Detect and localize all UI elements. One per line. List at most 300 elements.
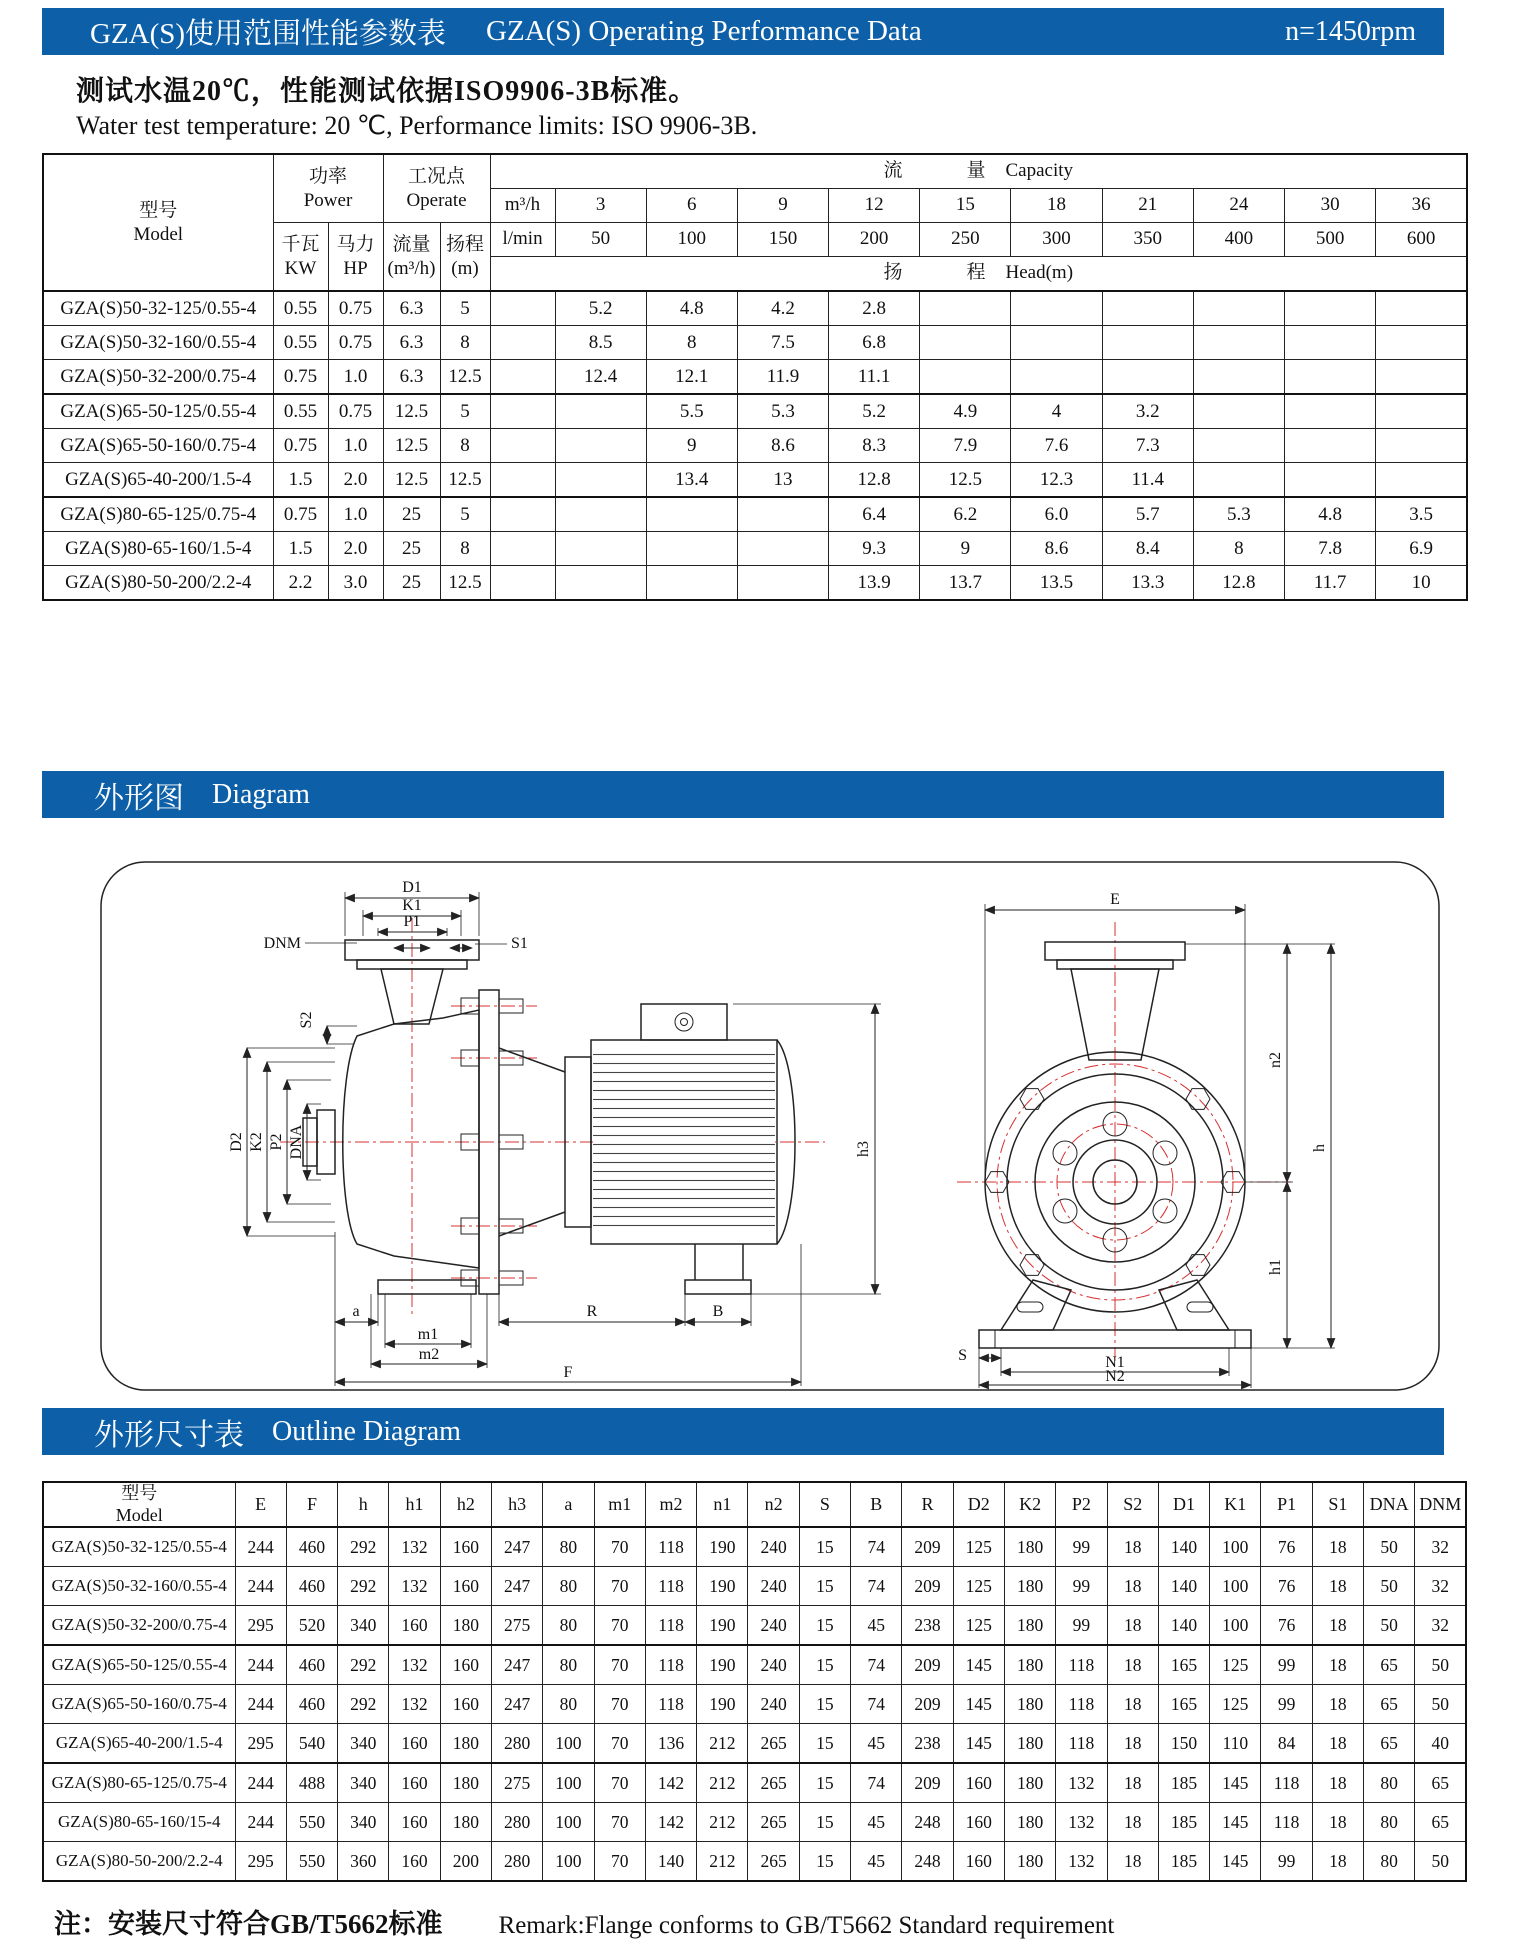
value-cell: 32	[1415, 1567, 1466, 1606]
col-header-power-en: Power	[303, 189, 353, 211]
value-cell: 132	[389, 1527, 440, 1567]
table-row	[43, 1685, 1466, 1724]
dim-label-m1: m1	[417, 1326, 439, 1343]
head-meter-cell	[490, 257, 1467, 292]
table-row	[43, 360, 1467, 395]
value-cell: 80	[1364, 1842, 1415, 1882]
value-cell: 118	[645, 1606, 696, 1646]
value-cell: 488	[286, 1763, 337, 1803]
value-cell: 76	[1261, 1606, 1312, 1646]
value-cell: 540	[286, 1724, 337, 1764]
value-cell	[1193, 360, 1284, 395]
value-cell: 180	[440, 1606, 491, 1646]
value-cell: 265	[748, 1842, 799, 1882]
value-cell: 5	[440, 291, 490, 326]
value-cell: 125	[953, 1606, 1004, 1646]
value-cell: 6.3	[383, 326, 440, 360]
value-cell: 80	[543, 1685, 594, 1724]
value-cell: 6.9	[1376, 532, 1467, 566]
value-cell	[1011, 360, 1102, 395]
outline-col-header: DNM	[1415, 1482, 1466, 1527]
page-title-zh: GZA(S)使用范围性能参数表	[90, 18, 447, 50]
value-cell: 180	[1004, 1645, 1055, 1685]
subtitle-en: Water test temperature: 20 ℃, Performance limits: ISO 9906-3B.	[76, 111, 758, 140]
capacity-zh2: 量	[966, 160, 986, 182]
value-cell: 13.3	[1102, 566, 1193, 601]
value-cell: 50	[1415, 1842, 1466, 1882]
outline-col-header: DNA	[1364, 1482, 1415, 1527]
dim-label-s: S	[958, 1347, 967, 1364]
hp-en: HP	[343, 257, 368, 279]
value-cell: 132	[1056, 1803, 1107, 1842]
value-cell: 7.9	[920, 429, 1011, 463]
dim-label-p2: P2	[268, 1133, 285, 1151]
value-cell: 125	[953, 1527, 1004, 1567]
value-cell: 18	[1312, 1763, 1363, 1803]
value-cell	[1376, 429, 1467, 463]
value-cell: 110	[1210, 1724, 1261, 1764]
value-cell: 70	[594, 1724, 645, 1764]
outline-col-header: P1	[1261, 1482, 1312, 1527]
value-cell: 15	[799, 1645, 850, 1685]
value-cell: 8.6	[737, 429, 828, 463]
value-cell: 18	[1312, 1803, 1363, 1842]
value-cell	[1285, 463, 1376, 498]
table-row	[43, 1527, 1466, 1567]
outline-col-header: n1	[697, 1482, 748, 1527]
value-cell: 247	[491, 1685, 542, 1724]
value-cell: 118	[645, 1527, 696, 1567]
value-cell: 140	[1158, 1567, 1209, 1606]
value-cell: 190	[697, 1645, 748, 1685]
diagram-section-title-en: Diagram	[212, 778, 310, 810]
value-cell: 209	[902, 1527, 953, 1567]
capacity-m3h-cell: 30	[1285, 189, 1376, 223]
value-cell: 118	[645, 1645, 696, 1685]
value-cell: 70	[594, 1527, 645, 1567]
value-cell: 10	[1376, 566, 1467, 601]
value-cell: 132	[389, 1645, 440, 1685]
model-cell: GZA(S)65-50-160/0.75-4	[43, 429, 273, 463]
value-cell: 8	[440, 326, 490, 360]
outline-col-header: K2	[1004, 1482, 1055, 1527]
value-cell	[490, 429, 555, 463]
value-cell: 18	[1312, 1645, 1363, 1685]
table-row	[43, 326, 1467, 360]
value-cell: 280	[491, 1803, 542, 1842]
table-row	[43, 1803, 1466, 1842]
value-cell	[1193, 429, 1284, 463]
pump-outline-drawing	[94, 852, 1446, 1402]
value-cell: 240	[748, 1606, 799, 1646]
value-cell	[1376, 360, 1467, 395]
value-cell: 6.4	[829, 497, 920, 532]
model-cell: GZA(S)50-32-160/0.55-4	[43, 1567, 235, 1606]
model-cell: GZA(S)65-40-200/1.5-4	[43, 1724, 235, 1764]
outline-header-row	[43, 1482, 1466, 1527]
value-cell	[1285, 291, 1376, 326]
value-cell: 5.5	[646, 394, 737, 429]
table-row	[43, 429, 1467, 463]
value-cell: 80	[1364, 1763, 1415, 1803]
value-cell: 18	[1312, 1685, 1363, 1724]
value-cell: 100	[1210, 1606, 1261, 1646]
value-cell: 80	[1364, 1803, 1415, 1842]
model-cell: GZA(S)50-32-200/0.75-4	[43, 360, 273, 395]
value-cell: 65	[1364, 1724, 1415, 1764]
value-cell: 12.5	[440, 566, 490, 601]
outline-col-header: h2	[440, 1482, 491, 1527]
value-cell: 244	[235, 1645, 286, 1685]
value-cell: 280	[491, 1842, 542, 1882]
outline-section-bar	[42, 1408, 1444, 1455]
value-cell: 25	[383, 566, 440, 601]
value-cell	[1011, 326, 1102, 360]
value-cell: 6.2	[920, 497, 1011, 532]
value-cell: 4	[1011, 394, 1102, 429]
value-cell: 190	[697, 1567, 748, 1606]
value-cell: 460	[286, 1567, 337, 1606]
dim-label-b: B	[712, 1303, 724, 1320]
value-cell: 5.2	[829, 394, 920, 429]
outline-col-header: P2	[1056, 1482, 1107, 1527]
col-header-kw	[273, 223, 328, 292]
footer-note	[54, 1902, 1486, 1941]
value-cell	[1193, 291, 1284, 326]
model-cell: GZA(S)80-65-125/0.75-4	[43, 1763, 235, 1803]
hp-zh: 马力	[336, 233, 375, 255]
outline-col-header: D1	[1158, 1482, 1209, 1527]
kw-zh: 千瓦	[281, 233, 320, 255]
value-cell: 18	[1312, 1567, 1363, 1606]
model-cell: GZA(S)65-50-160/0.75-4	[43, 1685, 235, 1724]
value-cell: 244	[235, 1803, 286, 1842]
value-cell	[1193, 394, 1284, 429]
value-cell: 50	[1364, 1527, 1415, 1567]
value-cell: 140	[1158, 1527, 1209, 1567]
value-cell: 12.8	[1193, 566, 1284, 601]
value-cell	[490, 532, 555, 566]
value-cell: 145	[953, 1645, 1004, 1685]
footer-note-zh: 注：安装尺寸符合GB/T5662标准	[54, 1909, 443, 1940]
value-cell: 190	[697, 1606, 748, 1646]
dim-label-h3: h3	[855, 1141, 872, 1157]
value-cell	[1285, 429, 1376, 463]
dim-label-a: a	[352, 1303, 360, 1320]
model-cell: GZA(S)65-40-200/1.5-4	[43, 463, 273, 498]
headrow-en: Head(m)	[1005, 262, 1074, 284]
value-cell: 460	[286, 1685, 337, 1724]
value-cell: 50	[1364, 1567, 1415, 1606]
value-cell: 0.75	[273, 429, 328, 463]
value-cell: 9	[920, 532, 1011, 566]
value-cell: 265	[748, 1803, 799, 1842]
value-cell: 4.8	[646, 291, 737, 326]
dim-label-n2-side: n2	[1267, 1052, 1284, 1068]
value-cell: 209	[902, 1685, 953, 1724]
col-header-head	[440, 223, 490, 292]
value-cell: 84	[1261, 1724, 1312, 1764]
value-cell: 190	[697, 1527, 748, 1567]
capacity-m3h-cell: 9	[737, 189, 828, 223]
value-cell: 244	[235, 1685, 286, 1724]
value-cell	[490, 463, 555, 498]
value-cell: 520	[286, 1606, 337, 1646]
value-cell: 8	[1193, 532, 1284, 566]
value-cell: 160	[440, 1645, 491, 1685]
value-cell	[737, 566, 828, 601]
value-cell: 180	[440, 1724, 491, 1764]
col-header-model	[43, 154, 273, 291]
table-row	[43, 291, 1467, 326]
value-cell: 65	[1364, 1685, 1415, 1724]
value-cell: 160	[389, 1763, 440, 1803]
value-cell: 13.7	[920, 566, 1011, 601]
value-cell: 74	[851, 1645, 902, 1685]
value-cell	[1102, 291, 1193, 326]
value-cell: 70	[594, 1606, 645, 1646]
value-cell	[1376, 463, 1467, 498]
table-row	[43, 1724, 1466, 1764]
value-cell: 180	[1004, 1724, 1055, 1764]
value-cell: 70	[594, 1685, 645, 1724]
value-cell: 50	[1415, 1685, 1466, 1724]
value-cell: 80	[543, 1527, 594, 1567]
value-cell: 247	[491, 1567, 542, 1606]
value-cell: 15	[799, 1803, 850, 1842]
col-header-capacity	[490, 154, 1467, 189]
value-cell: 160	[389, 1842, 440, 1882]
dim-label-d2: D2	[228, 1132, 245, 1152]
value-cell: 160	[389, 1803, 440, 1842]
outline-col-header: R	[902, 1482, 953, 1527]
value-cell: 0.55	[273, 326, 328, 360]
value-cell: 8.6	[1011, 532, 1102, 566]
diagram-section-title-zh: 外形图	[94, 781, 184, 815]
value-cell: 5	[440, 394, 490, 429]
value-cell	[1285, 360, 1376, 395]
value-cell	[555, 463, 646, 498]
value-cell: 118	[1056, 1724, 1107, 1764]
table-row	[43, 566, 1467, 601]
dim-label-k2: K2	[248, 1132, 265, 1152]
value-cell: 0.55	[273, 291, 328, 326]
value-cell: 550	[286, 1842, 337, 1882]
value-cell: 99	[1056, 1606, 1107, 1646]
table-row	[43, 394, 1467, 429]
col-header-operate	[383, 154, 490, 223]
value-cell: 5.3	[737, 394, 828, 429]
dim-label-d1: D1	[402, 879, 422, 896]
value-cell	[1102, 360, 1193, 395]
value-cell: 4.8	[1285, 497, 1376, 532]
dim-label-r: R	[586, 1303, 598, 1320]
value-cell: 100	[543, 1763, 594, 1803]
value-cell: 165	[1158, 1645, 1209, 1685]
model-cell: GZA(S)80-65-160/15-4	[43, 1803, 235, 1842]
value-cell	[1285, 394, 1376, 429]
model-cell: GZA(S)80-50-200/2.2-4	[43, 1842, 235, 1882]
value-cell	[490, 326, 555, 360]
value-cell: 185	[1158, 1763, 1209, 1803]
value-cell: 3.5	[1376, 497, 1467, 532]
value-cell: 32	[1415, 1606, 1466, 1646]
value-cell: 265	[748, 1763, 799, 1803]
value-cell: 160	[440, 1567, 491, 1606]
value-cell: 18	[1312, 1527, 1363, 1567]
value-cell: 0.75	[273, 360, 328, 395]
value-cell: 5.3	[1193, 497, 1284, 532]
value-cell	[555, 429, 646, 463]
value-cell: 1.5	[273, 463, 328, 498]
value-cell	[1193, 463, 1284, 498]
value-cell: 1.0	[328, 429, 383, 463]
value-cell: 180	[1004, 1527, 1055, 1567]
value-cell: 8	[646, 326, 737, 360]
value-cell: 340	[338, 1763, 389, 1803]
value-cell: 15	[799, 1724, 850, 1764]
value-cell: 74	[851, 1763, 902, 1803]
value-cell	[920, 291, 1011, 326]
page-title-en: GZA(S) Operating Performance Data	[486, 15, 922, 47]
value-cell: 65	[1415, 1763, 1466, 1803]
value-cell: 118	[645, 1567, 696, 1606]
outline-col-header: a	[543, 1482, 594, 1527]
col-header-flow	[383, 223, 440, 292]
model-cell: GZA(S)80-65-160/1.5-4	[43, 532, 273, 566]
value-cell: 180	[1004, 1763, 1055, 1803]
value-cell: 18	[1107, 1606, 1158, 1646]
col-header-hp	[328, 223, 383, 292]
model-cell: GZA(S)80-65-125/0.75-4	[43, 497, 273, 532]
capacity-lmin-cell: 100	[646, 223, 737, 257]
value-cell: 70	[594, 1842, 645, 1882]
value-cell	[490, 360, 555, 395]
page-header-bar	[42, 8, 1444, 55]
value-cell: 2.0	[328, 463, 383, 498]
value-cell: 12.5	[383, 429, 440, 463]
value-cell: 240	[748, 1645, 799, 1685]
capacity-lmin-cell: 50	[555, 223, 646, 257]
value-cell: 8	[440, 429, 490, 463]
value-cell: 460	[286, 1645, 337, 1685]
value-cell: 99	[1261, 1842, 1312, 1882]
value-cell: 13.9	[829, 566, 920, 601]
outline-model-zh: 型号	[121, 1483, 158, 1503]
value-cell: 74	[851, 1685, 902, 1724]
dim-label-f: F	[563, 1364, 573, 1381]
capacity-m3h-cell: 3	[555, 189, 646, 223]
value-cell: 340	[338, 1803, 389, 1842]
outline-dimensions-table	[42, 1481, 1467, 1882]
value-cell: 1.0	[328, 360, 383, 395]
value-cell: 132	[389, 1685, 440, 1724]
model-cell: GZA(S)80-50-200/2.2-4	[43, 566, 273, 601]
value-cell: 74	[851, 1527, 902, 1567]
outline-col-header: E	[235, 1482, 286, 1527]
value-cell: 140	[1158, 1606, 1209, 1646]
value-cell: 12.4	[555, 360, 646, 395]
value-cell: 265	[748, 1724, 799, 1764]
value-cell	[1285, 326, 1376, 360]
dim-label-p1: P1	[403, 913, 421, 930]
capacity-lmin-cell: 250	[920, 223, 1011, 257]
value-cell: 11.9	[737, 360, 828, 395]
value-cell	[646, 532, 737, 566]
value-cell: 8.4	[1102, 532, 1193, 566]
value-cell: 209	[902, 1567, 953, 1606]
outline-col-header: m1	[594, 1482, 645, 1527]
value-cell: 200	[440, 1842, 491, 1882]
col-header-power	[273, 154, 383, 223]
value-cell	[646, 566, 737, 601]
value-cell: 99	[1261, 1685, 1312, 1724]
col-header-operate-en: Operate	[406, 189, 467, 211]
table-row	[43, 463, 1467, 498]
value-cell: 18	[1312, 1724, 1363, 1764]
dim-label-h: h	[1311, 1144, 1328, 1152]
value-cell: 12.1	[646, 360, 737, 395]
outline-col-model	[43, 1482, 235, 1527]
model-cell: GZA(S)65-50-125/0.55-4	[43, 394, 273, 429]
value-cell: 4.9	[920, 394, 1011, 429]
value-cell: 8.5	[555, 326, 646, 360]
value-cell: 15	[799, 1567, 850, 1606]
value-cell: 100	[1210, 1527, 1261, 1567]
capacity-lmin-cell: l/min	[490, 223, 555, 257]
value-cell: 118	[1261, 1763, 1312, 1803]
value-cell: 247	[491, 1527, 542, 1567]
value-cell: 5	[440, 497, 490, 532]
table-row	[43, 1567, 1466, 1606]
value-cell: 13.4	[646, 463, 737, 498]
value-cell: 292	[338, 1527, 389, 1567]
value-cell: 12.5	[383, 394, 440, 429]
outline-model-en: Model	[115, 1504, 163, 1525]
value-cell: 238	[902, 1724, 953, 1764]
value-cell: 25	[383, 532, 440, 566]
value-cell: 6.3	[383, 291, 440, 326]
value-cell	[1376, 326, 1467, 360]
value-cell: 80	[543, 1645, 594, 1685]
value-cell: 118	[645, 1685, 696, 1724]
value-cell: 295	[235, 1606, 286, 1646]
value-cell: 9	[646, 429, 737, 463]
value-cell	[1193, 326, 1284, 360]
value-cell: 145	[1210, 1842, 1261, 1882]
value-cell: 132	[1056, 1842, 1107, 1882]
outline-col-header: h	[338, 1482, 389, 1527]
value-cell: 240	[748, 1567, 799, 1606]
value-cell: 4.2	[737, 291, 828, 326]
value-cell	[490, 497, 555, 532]
capacity-lmin-cell: 350	[1102, 223, 1193, 257]
col-header-power-zh: 功率	[308, 165, 347, 187]
value-cell: 145	[953, 1724, 1004, 1764]
value-cell	[1011, 291, 1102, 326]
value-cell	[920, 326, 1011, 360]
value-cell	[555, 566, 646, 601]
value-cell: 125	[1210, 1685, 1261, 1724]
value-cell: 150	[1158, 1724, 1209, 1764]
value-cell: 32	[1415, 1527, 1466, 1567]
value-cell: 3.0	[328, 566, 383, 601]
model-cell: GZA(S)50-32-125/0.55-4	[43, 291, 273, 326]
value-cell: 244	[235, 1567, 286, 1606]
value-cell: 12.5	[440, 463, 490, 498]
value-cell: 12.8	[829, 463, 920, 498]
value-cell	[1102, 326, 1193, 360]
